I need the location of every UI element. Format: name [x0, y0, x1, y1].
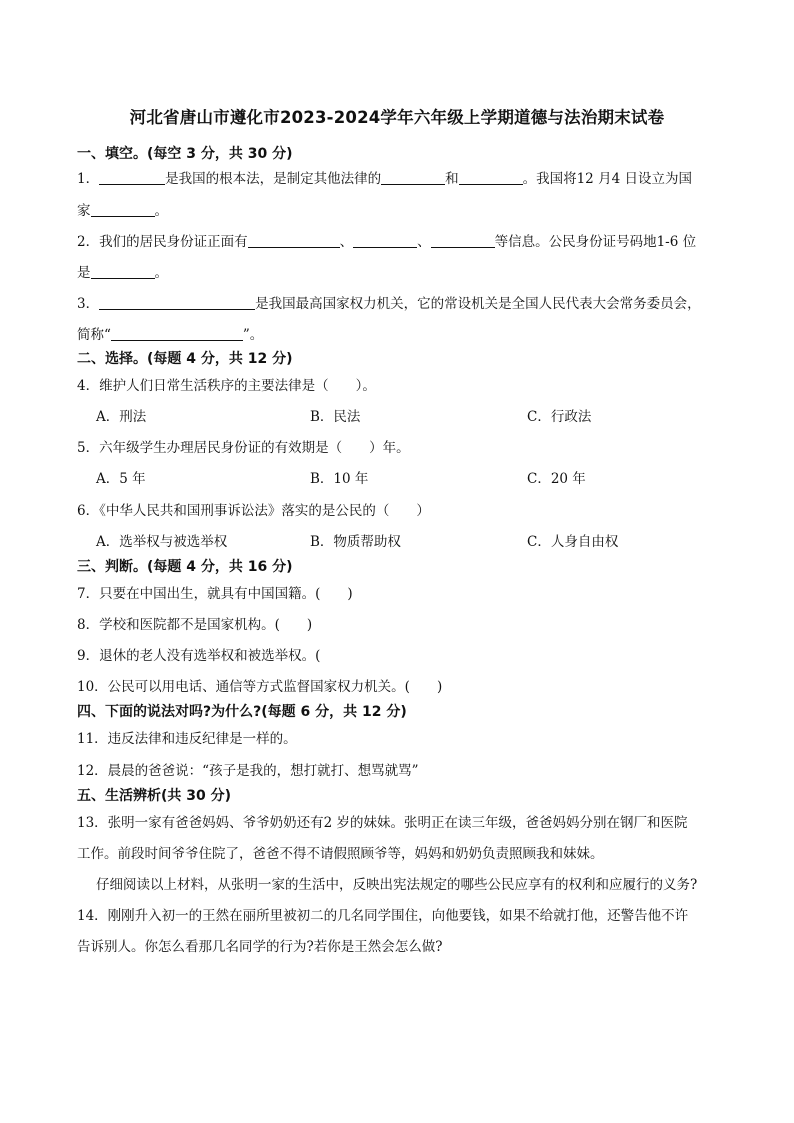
option-a: A．刑法 — [96, 409, 147, 425]
question-14-line-1: 14．刚刚升入初一的王然在丽所里被初二的几名同学围住，向他要钱，如果不给就打他，还警告他不许 — [77, 908, 689, 924]
option-a: A．5 年 — [96, 471, 146, 487]
answer-blank — [99, 295, 255, 310]
separator: 、 — [339, 234, 354, 250]
question-text: 简称“ — [77, 327, 111, 343]
question-8: 8．学校和医院都不是国家机构。( ) — [77, 617, 313, 633]
question-2-line-2 — [77, 261, 168, 281]
section-heading-choice: 二、选择。(每题 4 分，共 12 分) — [77, 351, 293, 367]
answer-blank — [91, 264, 155, 279]
question-text: 。 — [154, 203, 168, 219]
question-9: 9．退休的老人没有选举权和被选举权。( — [77, 648, 321, 664]
question-10: 10．公民可以用电话、通信等方式监督国家权力机关。( ) — [77, 679, 443, 695]
option-b: B．物质帮助权 — [310, 534, 401, 550]
option-b: B．民法 — [310, 409, 361, 425]
option-b: B．10 年 — [310, 471, 369, 487]
section-heading-fill-in: 一、填空。(每空 3 分，共 30 分) — [77, 146, 293, 162]
question-text: 。 — [154, 265, 168, 281]
question-1-line-1 — [77, 167, 692, 187]
question-number: 2． — [77, 234, 100, 250]
question-text: 。我国将12 月4 日设立为国 — [522, 171, 692, 187]
section-heading-true-false: 三、判断。(每题 4 分，共 16 分) — [77, 559, 293, 575]
question-text: 是我国的根本法，是制定其他法律的 — [165, 171, 382, 187]
section-heading-judge-explain: 四、下面的说法对吗?为什么?(每题 6 分，共 12 分) — [77, 704, 407, 720]
separator: 、 — [417, 234, 431, 250]
option-c: C．人身自由权 — [527, 534, 619, 550]
option-a: A．选举权与被选举权 — [96, 534, 228, 550]
question-12: 12．晨晨的爸爸说：“孩子是我的，想打就打、想骂就骂” — [77, 763, 419, 779]
answer-blank — [459, 170, 523, 185]
question-13-line-1: 13．张明一家有爸爸妈妈、爷爷奶奶还有2 岁的妹妹。张明正在读三年级，爸爸妈妈分别在钢厂和医院 — [77, 815, 688, 831]
answer-blank — [353, 233, 417, 248]
question-14-line-2: 告诉别人。你怎么看那几名同学的行为?若你是王然会怎么做? — [77, 939, 443, 955]
question-number: 3． — [77, 296, 100, 312]
page-title: 河北省唐山市遵化市2023-2024学年六年级上学期道德与法治期末试卷 — [129, 108, 665, 127]
answer-blank — [91, 202, 155, 217]
question-text: ”。 — [242, 327, 264, 343]
answer-blank — [381, 170, 445, 185]
answer-blank — [248, 233, 340, 248]
question-text: 是我国最高国家权力机关，它的常设机关是全国人民代表大会常务委员会， — [255, 296, 701, 312]
question-13-prompt: 仔细阅读以上材料，从张明一家的生活中，反映出宪法规定的哪些公民应享有的权利和应履行的义务? — [96, 877, 698, 893]
section-heading-life-analysis: 五、生活辨析(共 30 分) — [77, 788, 232, 804]
question-text: 是 — [77, 265, 91, 281]
answer-blank — [99, 170, 165, 185]
question-6: 6．《中华人民共和国刑事诉讼法》落实的是公民的（ ） — [77, 503, 430, 519]
question-4: 4．维护人们日常生活秩序的主要法律是（ ）。 — [77, 378, 376, 394]
question-text: 和 — [445, 171, 459, 187]
question-text: 家 — [77, 203, 91, 219]
question-11: 11．违反法律和违反纪律是一样的。 — [77, 731, 297, 747]
question-5: 5．六年级学生办理居民身份证的有效期是（ ）年。 — [77, 440, 410, 456]
option-c: C．行政法 — [527, 409, 592, 425]
answer-blank — [111, 326, 243, 341]
answer-blank — [431, 233, 495, 248]
question-3-line-1 — [77, 292, 701, 312]
question-13-line-2: 工作。前段时间爷爷住院了，爸爸不得不请假照顾爷等，妈妈和奶奶负责照顾我和妹妹。 — [77, 846, 604, 862]
question-text: 等信息。公民身份证号码地1-6 位 — [494, 234, 697, 250]
question-text: 我们的居民身份证正面有 — [99, 234, 248, 250]
question-1-line-2 — [77, 199, 168, 219]
option-c: C．20 年 — [527, 471, 586, 487]
question-3-line-2 — [77, 323, 263, 343]
question-number: 1． — [77, 171, 100, 187]
question-2-line-1 — [77, 230, 696, 250]
question-7: 7．只要在中国出生，就具有中国国籍。( ) — [77, 586, 353, 602]
